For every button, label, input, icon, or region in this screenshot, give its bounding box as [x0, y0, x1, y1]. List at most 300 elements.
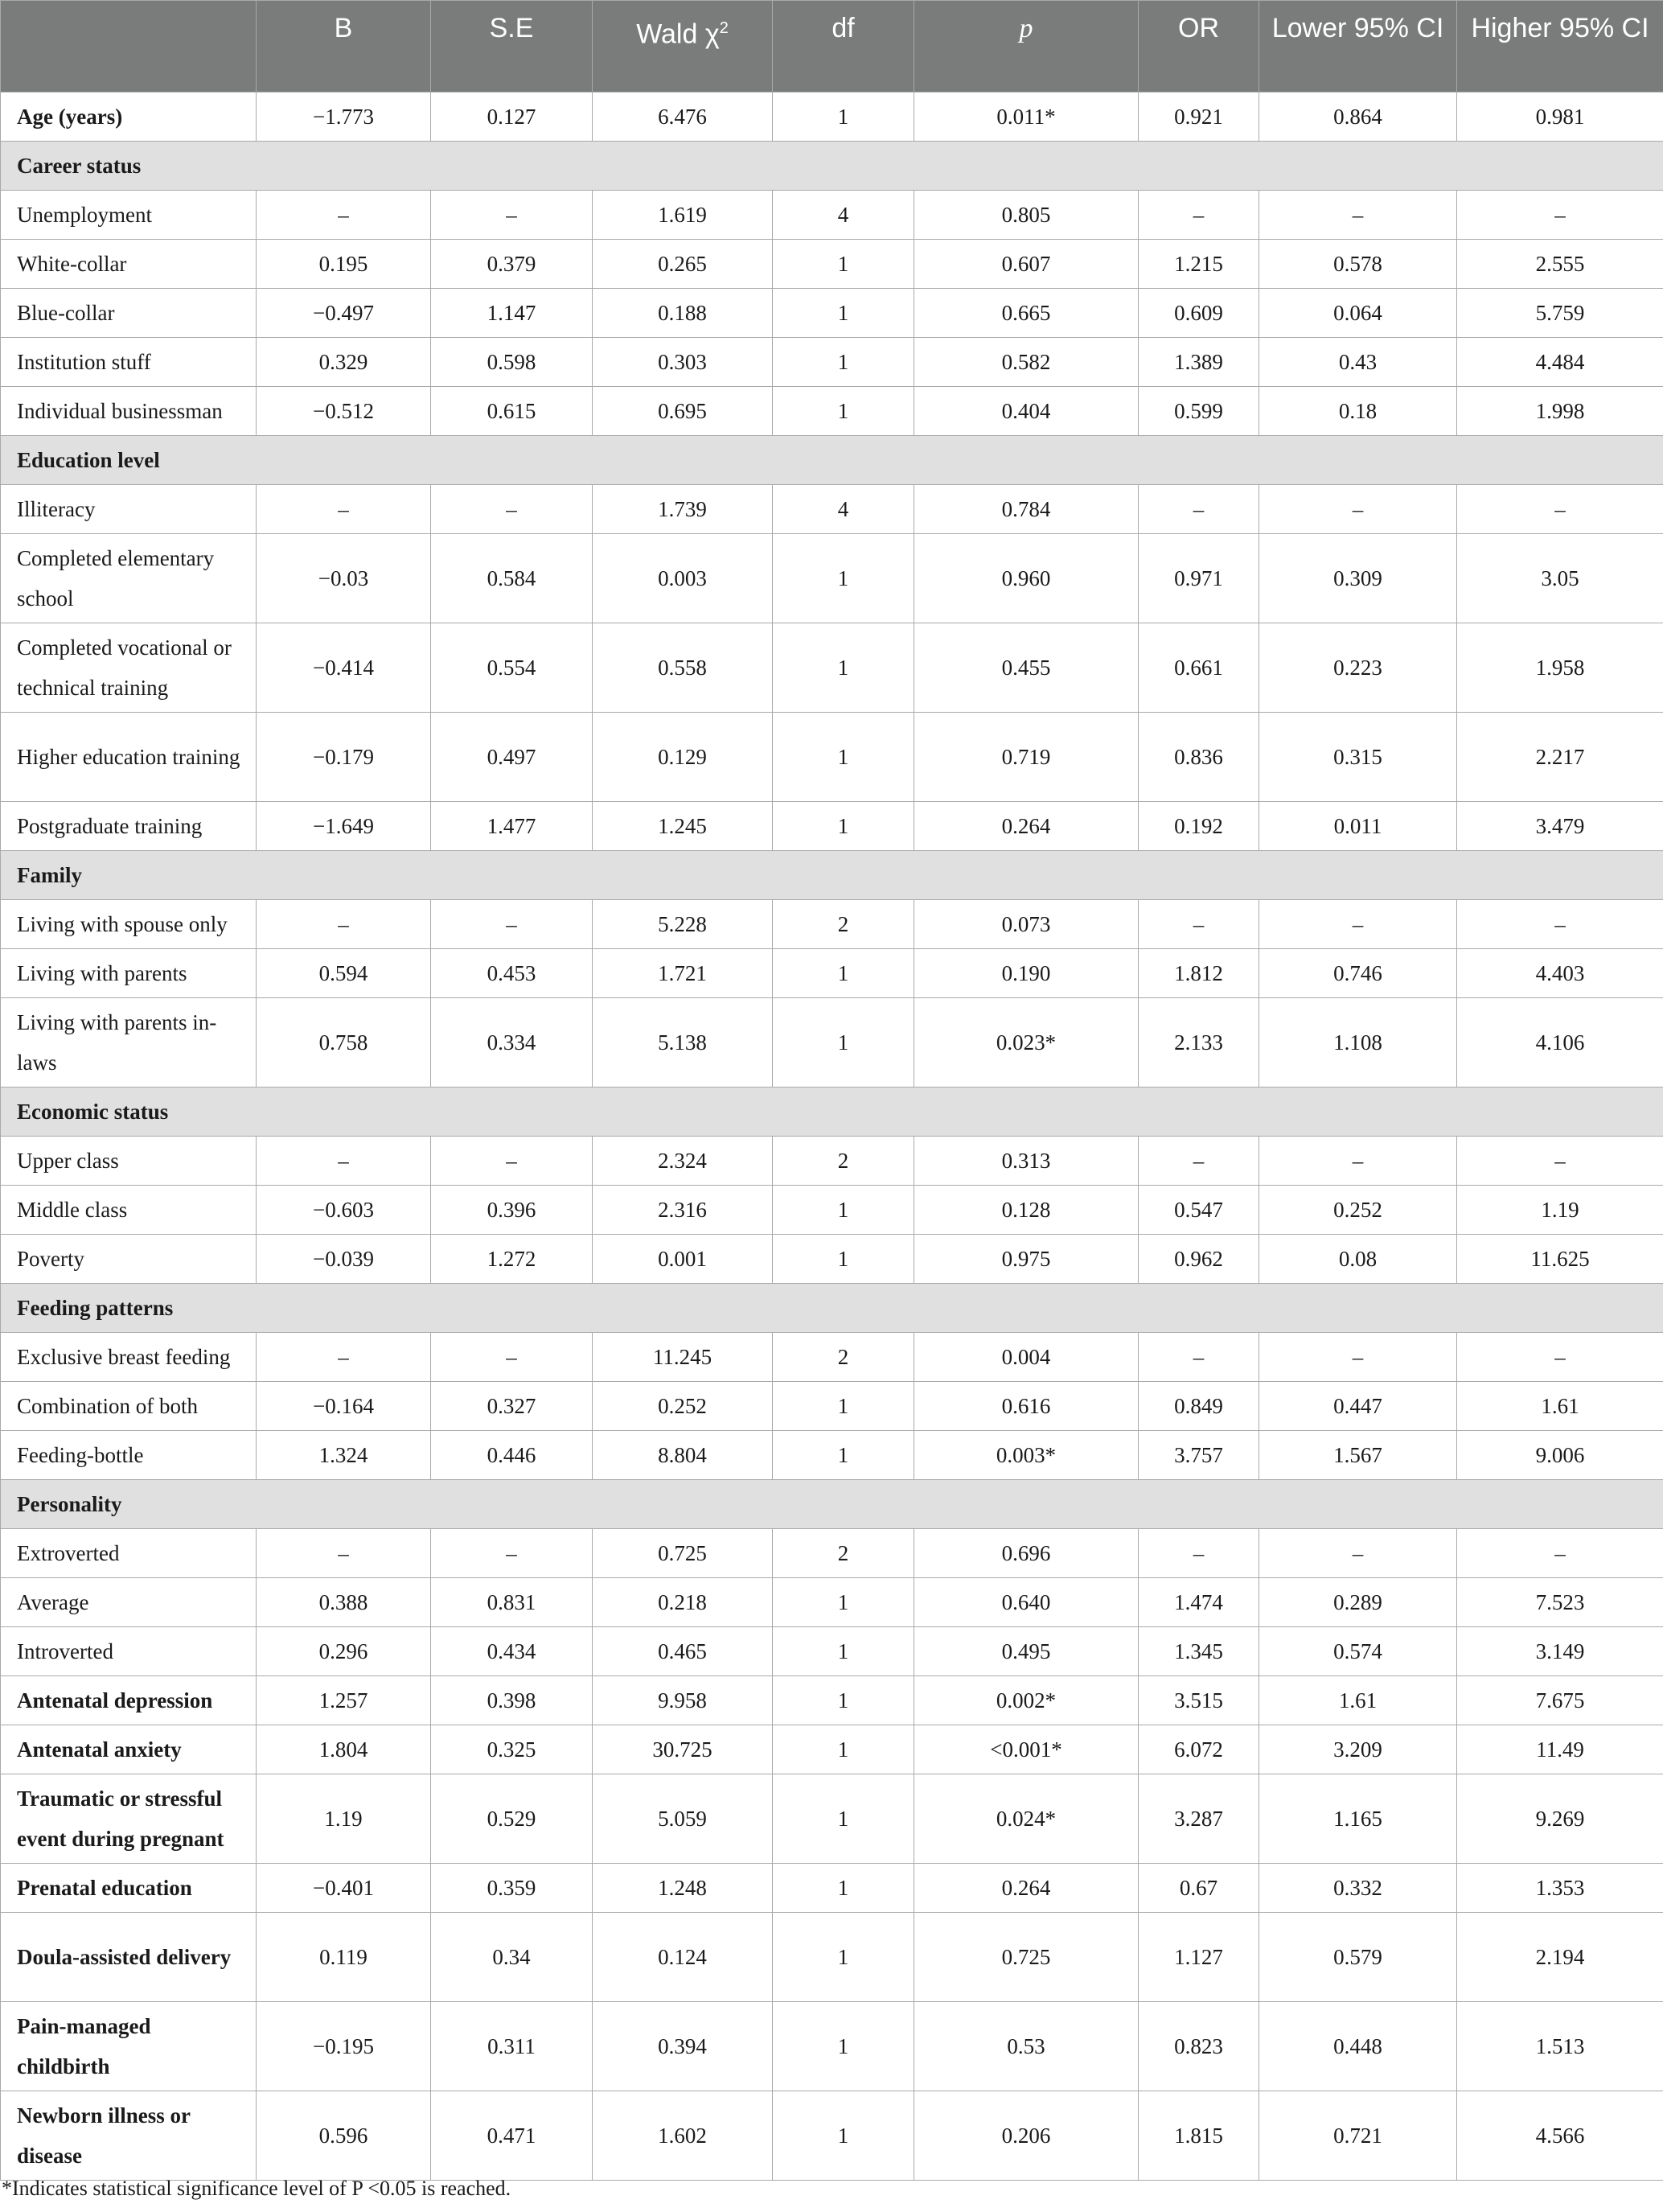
cell-b: 1.19 [257, 1774, 431, 1864]
row-label: Introverted [1, 1627, 257, 1676]
cell-or: 1.215 [1139, 240, 1259, 289]
header-cell-higher-ci: Higher 95% CI [1457, 1, 1663, 93]
section-row [1, 1087, 1663, 1137]
cell-wald: 0.003 [593, 534, 773, 623]
table-row [1, 485, 1663, 534]
row-label: Average [1, 1578, 257, 1627]
cell-wald: 0.695 [593, 387, 773, 436]
section-row [1, 851, 1663, 900]
cell-higher-ci: 1.19 [1457, 1186, 1663, 1235]
cell-p: 0.805 [914, 191, 1139, 240]
cell-se: 0.396 [431, 1186, 593, 1235]
table-row [1, 191, 1663, 240]
cell-wald: 1.602 [593, 2091, 773, 2181]
table-body [1, 93, 1663, 2181]
cell-or: 1.812 [1139, 949, 1259, 998]
cell-or: 0.921 [1139, 93, 1259, 142]
table-row [1, 534, 1663, 623]
cell-b: 0.388 [257, 1578, 431, 1627]
table-row [1, 1137, 1663, 1186]
header-cell-blank [1, 1, 257, 93]
cell-or: 0.609 [1139, 289, 1259, 338]
cell-wald: 0.252 [593, 1382, 773, 1431]
cell-wald: 0.303 [593, 338, 773, 387]
cell-or: 0.67 [1139, 1864, 1259, 1913]
cell-b: −0.603 [257, 1186, 431, 1235]
table-row [1, 1913, 1663, 2002]
cell-b: – [257, 1137, 431, 1186]
cell-higher-ci: 3.05 [1457, 534, 1663, 623]
header-cell-b: B [257, 1, 431, 93]
table-row [1, 1864, 1663, 1913]
cell-or: – [1139, 191, 1259, 240]
cell-wald: 0.218 [593, 1578, 773, 1627]
cell-p: 0.960 [914, 534, 1139, 623]
cell-or: 1.127 [1139, 1913, 1259, 2002]
cell-se: 0.453 [431, 949, 593, 998]
cell-p: <0.001* [914, 1725, 1139, 1774]
cell-df: 4 [773, 191, 914, 240]
row-label: Completed elementary school [1, 534, 257, 623]
cell-df: 1 [773, 387, 914, 436]
cell-higher-ci: 1.513 [1457, 2002, 1663, 2091]
cell-b: 1.804 [257, 1725, 431, 1774]
cell-df: 1 [773, 1627, 914, 1676]
cell-df: 1 [773, 1578, 914, 1627]
cell-df: 1 [773, 240, 914, 289]
cell-df: 2 [773, 900, 914, 949]
cell-wald: 0.188 [593, 289, 773, 338]
cell-df: 1 [773, 623, 914, 713]
cell-lower-ci: 0.448 [1259, 2002, 1457, 2091]
row-label: Antenatal depression [1, 1676, 257, 1725]
cell-wald: 11.245 [593, 1333, 773, 1382]
cell-lower-ci: 0.011 [1259, 802, 1457, 851]
cell-b: −1.773 [257, 93, 431, 142]
table-row [1, 1725, 1663, 1774]
row-label: White-collar [1, 240, 257, 289]
cell-b: 1.257 [257, 1676, 431, 1725]
row-label: Age (years) [1, 93, 257, 142]
cell-or: 0.661 [1139, 623, 1259, 713]
section-label: Feeding patterns [1, 1284, 1663, 1333]
cell-higher-ci: 4.566 [1457, 2091, 1663, 2181]
cell-higher-ci: 9.006 [1457, 1431, 1663, 1480]
cell-higher-ci: 2.217 [1457, 713, 1663, 802]
cell-p: 0.002* [914, 1676, 1139, 1725]
cell-or: 3.515 [1139, 1676, 1259, 1725]
cell-b: −0.039 [257, 1235, 431, 1284]
row-label: Individual businessman [1, 387, 257, 436]
cell-wald: 0.465 [593, 1627, 773, 1676]
cell-df: 1 [773, 2002, 914, 2091]
section-label: Personality [1, 1480, 1663, 1529]
table-row [1, 1382, 1663, 1431]
row-label: Middle class [1, 1186, 257, 1235]
cell-se: 0.334 [431, 998, 593, 1087]
cell-wald: 2.316 [593, 1186, 773, 1235]
cell-se: 0.529 [431, 1774, 593, 1864]
cell-higher-ci: – [1457, 485, 1663, 534]
cell-wald: 5.059 [593, 1774, 773, 1864]
cell-lower-ci: – [1259, 1137, 1457, 1186]
cell-b: −0.179 [257, 713, 431, 802]
cell-p: 0.719 [914, 713, 1139, 802]
cell-higher-ci: 4.403 [1457, 949, 1663, 998]
cell-df: 1 [773, 1913, 914, 2002]
table-row [1, 1627, 1663, 1676]
cell-p: 0.264 [914, 1864, 1139, 1913]
section-row [1, 1480, 1663, 1529]
cell-wald: 1.721 [593, 949, 773, 998]
cell-se: 0.554 [431, 623, 593, 713]
cell-df: 1 [773, 1235, 914, 1284]
table-row [1, 802, 1663, 851]
cell-df: 1 [773, 338, 914, 387]
cell-p: 0.696 [914, 1529, 1139, 1578]
cell-or: 1.474 [1139, 1578, 1259, 1627]
cell-wald: 2.324 [593, 1137, 773, 1186]
cell-p: 0.784 [914, 485, 1139, 534]
section-label: Economic status [1, 1087, 1663, 1137]
cell-or: 0.836 [1139, 713, 1259, 802]
cell-lower-ci: 0.574 [1259, 1627, 1457, 1676]
row-label: Exclusive breast feeding [1, 1333, 257, 1382]
cell-higher-ci: 11.49 [1457, 1725, 1663, 1774]
row-label: Doula-assisted delivery [1, 1913, 257, 2002]
cell-lower-ci: 0.289 [1259, 1578, 1457, 1627]
cell-se: 1.147 [431, 289, 593, 338]
cell-lower-ci: 0.746 [1259, 949, 1457, 998]
section-row [1, 436, 1663, 485]
cell-or: 3.287 [1139, 1774, 1259, 1864]
cell-higher-ci: 11.625 [1457, 1235, 1663, 1284]
cell-p: 0.640 [914, 1578, 1139, 1627]
cell-wald: 30.725 [593, 1725, 773, 1774]
cell-lower-ci: 0.252 [1259, 1186, 1457, 1235]
table-row [1, 623, 1663, 713]
table-row [1, 1235, 1663, 1284]
cell-se: – [431, 191, 593, 240]
cell-wald: 0.001 [593, 1235, 773, 1284]
cell-or: – [1139, 1529, 1259, 1578]
cell-p: 0.023* [914, 998, 1139, 1087]
table-row [1, 1186, 1663, 1235]
cell-p: 0.011* [914, 93, 1139, 142]
cell-b: −0.497 [257, 289, 431, 338]
cell-higher-ci: – [1457, 191, 1663, 240]
section-label: Education level [1, 436, 1663, 485]
cell-or: 6.072 [1139, 1725, 1259, 1774]
row-label: Traumatic or stressful event during pregnant [1, 1774, 257, 1864]
table-row [1, 289, 1663, 338]
header-cell-se: S.E [431, 1, 593, 93]
row-label: Living with spouse only [1, 900, 257, 949]
table-row [1, 240, 1663, 289]
table-row [1, 93, 1663, 142]
cell-wald: 0.129 [593, 713, 773, 802]
cell-or: 2.133 [1139, 998, 1259, 1087]
cell-b: 0.296 [257, 1627, 431, 1676]
cell-b: – [257, 900, 431, 949]
cell-se: 0.34 [431, 1913, 593, 2002]
cell-wald: 1.245 [593, 802, 773, 851]
cell-or: 0.192 [1139, 802, 1259, 851]
cell-higher-ci: – [1457, 1333, 1663, 1382]
cell-b: 1.324 [257, 1431, 431, 1480]
cell-df: 1 [773, 802, 914, 851]
row-label: Antenatal anxiety [1, 1725, 257, 1774]
cell-df: 1 [773, 949, 914, 998]
cell-df: 1 [773, 1382, 914, 1431]
cell-p: 0.004 [914, 1333, 1139, 1382]
table-row [1, 1676, 1663, 1725]
cell-df: 1 [773, 1676, 914, 1725]
cell-wald: 5.138 [593, 998, 773, 1087]
table-row [1, 900, 1663, 949]
cell-higher-ci: 2.194 [1457, 1913, 1663, 2002]
cell-b: – [257, 1333, 431, 1382]
table-row [1, 2002, 1663, 2091]
cell-wald: 0.265 [593, 240, 773, 289]
cell-se: 0.434 [431, 1627, 593, 1676]
cell-se: 1.477 [431, 802, 593, 851]
cell-higher-ci: 1.998 [1457, 387, 1663, 436]
cell-or: 0.823 [1139, 2002, 1259, 2091]
cell-wald: 0.725 [593, 1529, 773, 1578]
cell-df: 2 [773, 1529, 914, 1578]
cell-or: 1.815 [1139, 2091, 1259, 2181]
cell-higher-ci: 0.981 [1457, 93, 1663, 142]
cell-df: 1 [773, 1864, 914, 1913]
cell-se: – [431, 1333, 593, 1382]
cell-se: 0.398 [431, 1676, 593, 1725]
cell-lower-ci: 0.579 [1259, 1913, 1457, 2002]
cell-wald: 5.228 [593, 900, 773, 949]
table-row [1, 1431, 1663, 1480]
cell-wald: 0.558 [593, 623, 773, 713]
cell-lower-ci: 3.209 [1259, 1725, 1457, 1774]
cell-lower-ci: – [1259, 485, 1457, 534]
cell-or: 1.389 [1139, 338, 1259, 387]
row-label: Higher education training [1, 713, 257, 802]
row-label: Blue-collar [1, 289, 257, 338]
cell-df: 1 [773, 93, 914, 142]
cell-wald: 9.958 [593, 1676, 773, 1725]
table-row [1, 713, 1663, 802]
cell-p: 0.607 [914, 240, 1139, 289]
cell-se: 0.598 [431, 338, 593, 387]
cell-p: 0.975 [914, 1235, 1139, 1284]
cell-lower-ci: 0.064 [1259, 289, 1457, 338]
cell-df: 4 [773, 485, 914, 534]
row-label: Postgraduate training [1, 802, 257, 851]
cell-higher-ci: – [1457, 1137, 1663, 1186]
cell-higher-ci: 9.269 [1457, 1774, 1663, 1864]
cell-se: 0.127 [431, 93, 593, 142]
cell-wald: 8.804 [593, 1431, 773, 1480]
table-row [1, 1774, 1663, 1864]
cell-b: −0.164 [257, 1382, 431, 1431]
row-label: Extroverted [1, 1529, 257, 1578]
section-row [1, 142, 1663, 191]
cell-df: 1 [773, 1431, 914, 1480]
table-row [1, 2091, 1663, 2181]
cell-b: −0.401 [257, 1864, 431, 1913]
table-header [1, 1, 1663, 93]
header-cell-p: p [914, 1, 1139, 93]
table-row [1, 1529, 1663, 1578]
cell-df: 1 [773, 998, 914, 1087]
cell-higher-ci: 4.484 [1457, 338, 1663, 387]
row-label: Upper class [1, 1137, 257, 1186]
cell-or: – [1139, 485, 1259, 534]
cell-wald: 6.476 [593, 93, 773, 142]
cell-se: 0.446 [431, 1431, 593, 1480]
cell-b: −0.195 [257, 2002, 431, 2091]
section-label: Career status [1, 142, 1663, 191]
row-label: Living with parents [1, 949, 257, 998]
cell-b: – [257, 191, 431, 240]
row-label: Newborn illness or disease [1, 2091, 257, 2181]
cell-or: – [1139, 1137, 1259, 1186]
cell-se: – [431, 900, 593, 949]
table-row [1, 1333, 1663, 1382]
cell-lower-ci: – [1259, 900, 1457, 949]
cell-or: 1.345 [1139, 1627, 1259, 1676]
cell-or: 0.849 [1139, 1382, 1259, 1431]
cell-p: 0.455 [914, 623, 1139, 713]
cell-higher-ci: 1.958 [1457, 623, 1663, 713]
cell-p: 0.128 [914, 1186, 1139, 1235]
cell-lower-ci: – [1259, 1333, 1457, 1382]
cell-lower-ci: 0.721 [1259, 2091, 1457, 2181]
cell-b: −0.03 [257, 534, 431, 623]
cell-wald: 0.124 [593, 1913, 773, 2002]
header-cell-lower-ci: Lower 95% CI [1259, 1, 1457, 93]
cell-se: 0.615 [431, 387, 593, 436]
cell-p: 0.404 [914, 387, 1139, 436]
cell-lower-ci: 0.447 [1259, 1382, 1457, 1431]
cell-lower-ci: 1.567 [1259, 1431, 1457, 1480]
cell-df: 1 [773, 2091, 914, 2181]
cell-se: 0.831 [431, 1578, 593, 1627]
cell-higher-ci: 2.555 [1457, 240, 1663, 289]
cell-wald: 0.394 [593, 2002, 773, 2091]
cell-lower-ci: 1.61 [1259, 1676, 1457, 1725]
cell-p: 0.53 [914, 2002, 1139, 2091]
cell-higher-ci: 3.479 [1457, 802, 1663, 851]
cell-p: 0.616 [914, 1382, 1139, 1431]
row-label: Illiteracy [1, 485, 257, 534]
header-cell-wald: Wald $\chi^2$ [593, 1, 773, 93]
row-label: Feeding-bottle [1, 1431, 257, 1480]
cell-lower-ci: 0.578 [1259, 240, 1457, 289]
cell-b: 0.758 [257, 998, 431, 1087]
cell-higher-ci: 4.106 [1457, 998, 1663, 1087]
header-cell-df: df [773, 1, 914, 93]
cell-b: 0.195 [257, 240, 431, 289]
cell-higher-ci: – [1457, 900, 1663, 949]
cell-se: – [431, 485, 593, 534]
cell-b: 0.329 [257, 338, 431, 387]
cell-b: – [257, 485, 431, 534]
cell-b: −0.414 [257, 623, 431, 713]
cell-df: 1 [773, 1725, 914, 1774]
cell-p: 0.024* [914, 1774, 1139, 1864]
cell-lower-ci: 0.315 [1259, 713, 1457, 802]
cell-df: 1 [773, 534, 914, 623]
cell-se: 0.325 [431, 1725, 593, 1774]
cell-lower-ci: 0.332 [1259, 1864, 1457, 1913]
cell-p: 0.725 [914, 1913, 1139, 2002]
cell-b: −1.649 [257, 802, 431, 851]
cell-or: 0.971 [1139, 534, 1259, 623]
cell-p: 0.190 [914, 949, 1139, 998]
cell-lower-ci: 0.08 [1259, 1235, 1457, 1284]
cell-p: 0.582 [914, 338, 1139, 387]
cell-se: 0.359 [431, 1864, 593, 1913]
cell-p: 0.003* [914, 1431, 1139, 1480]
cell-lower-ci: 1.108 [1259, 998, 1457, 1087]
table-row [1, 387, 1663, 436]
cell-higher-ci: 7.523 [1457, 1578, 1663, 1627]
header-cell-or: OR [1139, 1, 1259, 93]
cell-df: 2 [773, 1333, 914, 1382]
cell-higher-ci: 1.61 [1457, 1382, 1663, 1431]
cell-higher-ci: 1.353 [1457, 1864, 1663, 1913]
row-label: Completed vocational or technical training [1, 623, 257, 713]
cell-lower-ci: – [1259, 191, 1457, 240]
cell-or: 0.547 [1139, 1186, 1259, 1235]
cell-b: 0.596 [257, 2091, 431, 2181]
cell-se: – [431, 1529, 593, 1578]
cell-df: 1 [773, 289, 914, 338]
cell-lower-ci: 0.223 [1259, 623, 1457, 713]
row-label: Unemployment [1, 191, 257, 240]
cell-wald: 1.739 [593, 485, 773, 534]
cell-df: 1 [773, 713, 914, 802]
wald-superscript: 2 [719, 19, 729, 37]
row-label: Combination of both [1, 1382, 257, 1431]
cell-p: 0.495 [914, 1627, 1139, 1676]
cell-se: 0.327 [431, 1382, 593, 1431]
cell-or: 3.757 [1139, 1431, 1259, 1480]
cell-lower-ci: 0.18 [1259, 387, 1457, 436]
cell-b: −0.512 [257, 387, 431, 436]
cell-b: 0.594 [257, 949, 431, 998]
row-label: Living with parents in-laws [1, 998, 257, 1087]
cell-higher-ci: 5.759 [1457, 289, 1663, 338]
cell-wald: 1.248 [593, 1864, 773, 1913]
section-label: Family [1, 851, 1663, 900]
cell-or: – [1139, 1333, 1259, 1382]
row-label: Pain-managed childbirth [1, 2002, 257, 2091]
cell-se: 0.379 [431, 240, 593, 289]
cell-or: – [1139, 900, 1259, 949]
row-label: Poverty [1, 1235, 257, 1284]
cell-higher-ci: – [1457, 1529, 1663, 1578]
cell-df: 2 [773, 1137, 914, 1186]
cell-or: 0.962 [1139, 1235, 1259, 1284]
row-label: Institution stuff [1, 338, 257, 387]
cell-lower-ci: 1.165 [1259, 1774, 1457, 1864]
header-row [1, 1, 1663, 93]
cell-higher-ci: 3.149 [1457, 1627, 1663, 1676]
cell-se: 0.497 [431, 713, 593, 802]
cell-se: 1.272 [431, 1235, 593, 1284]
cell-lower-ci: – [1259, 1529, 1457, 1578]
